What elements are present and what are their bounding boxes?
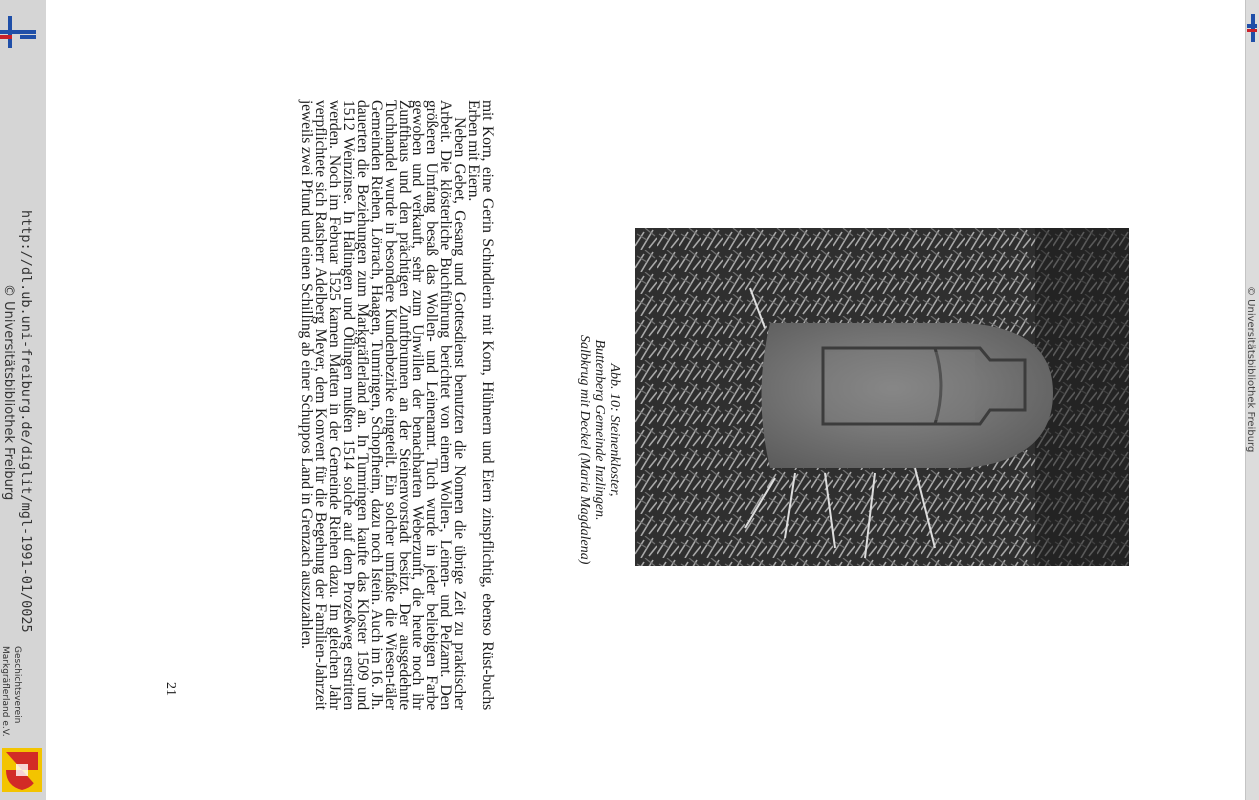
flag-icon[interactable] bbox=[0, 14, 36, 50]
caption-line-2: Buttenberg Gemeinde Inzlingen. bbox=[592, 339, 607, 521]
right-edge-copyright: © Universitätsbibliothek Freiburg bbox=[1245, 286, 1256, 453]
paragraph-1: mit Korn, eine Gerin Schindlerin mit Korn, Hühnern und Eiern zinspflichtig, ebenso Rüst-buchs Erben mit Eiern. bbox=[465, 100, 496, 710]
boundary-stone-photo bbox=[635, 228, 1129, 566]
society-name-line2: Markgräflerland e.V. bbox=[0, 646, 10, 737]
page-url[interactable]: http://dl.ub.uni-freiburg.de/diglit/mgl-1991-01/0025 bbox=[18, 210, 34, 633]
society-name-line1: Geschichtsverein bbox=[12, 646, 22, 724]
copyright-notice: © Universitätsbibliothek Freiburg bbox=[1, 284, 16, 501]
caption-line-3: Salbkrug mit Deckel (Maria Magdalena) bbox=[577, 335, 592, 565]
flag-icon-right[interactable] bbox=[1247, 14, 1257, 42]
page-body-text bbox=[299, 100, 494, 710]
paragraph-2: Neben Gebet, Gesang und Gottesdienst benutzten die Nonnen die übrige Zeit zu praktischer Arbeit. Die klösterliche Buchführung berichtet von einem Wollen-, Leinen- und Pelzamt. Den größeren Umfang besaß das Wollen- und Leinenamt. Tuch wurde in jeder beliebigen Farbe gewoben und verkauft, sehr zum Unwillen der benachbarten Weberzunft, die heute noch ihr Zunfthaus und den prächtigen Zunftbrunnen an der Steinenvorstadt besitzt. Der ausgedehnte Tuchhandel wurde in besondere Kundenbezirke eingeteilt. Ein solcher umfaßte die Wiesen-täler Gemeinden Riehen, Lörrach, Haagen, Tumringen, Schopfheim, dazu noch Istein. Auch im 16. Jh. dauerten die Beziehungen zum Markgräflerland an. In Tumringen kaufte das Kloster 1509 und 1512 Weinzinse. In Haltingen und Ötlingen mußten 1514 solche auf dem Prozeßweg erstritten werden. Noch im Februar 1525 kamen Matten in der Gemeinde Riehen dazu. Im gleichen Jahr verpflichtete sich Ratsherr Adelberg Meyer, dem Konvent für die Begehung der Familien-Jahrzeit jeweils zwei Pfund und einen Schilling ab einer Schuppos Land in Grenzach auszuzahlen. bbox=[298, 100, 469, 710]
caption-line-1: Abb. 10: Steinenkloster, bbox=[607, 363, 622, 497]
society-crest-icon bbox=[2, 748, 42, 792]
page-number: 21 bbox=[163, 682, 178, 696]
figure-caption bbox=[577, 335, 622, 565]
